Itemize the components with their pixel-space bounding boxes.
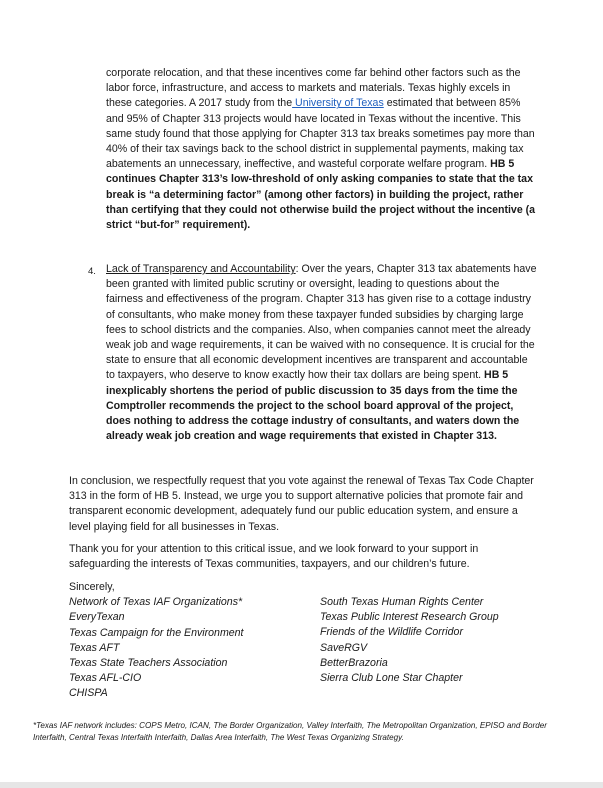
signatory: South Texas Human Rights Center [320, 596, 484, 608]
signatory: Texas State Teachers Association [69, 657, 228, 670]
paragraph-text: corporate relocation, and that these incentives come far behind other factors such as the labor force, infrastructure, and access to markets and materials. Texas highly excels in these categories. A 2017 study from the [106, 67, 521, 110]
signatory: Sierra Club Lone Star Chapter [320, 672, 463, 685]
paragraph-bold-statement: HB 5 continues Chapter 313’s low-threshold of only asking companies to state that the tax break is “a determining factor” (among other factors) in building the project, rather than certifying that they could not otherwise build the project without the incentive (a strict “but-for” requirement). [106, 158, 536, 232]
signatures-right [320, 595, 499, 686]
signatory: CHISPA [69, 687, 108, 700]
list-item-heading: Lack of Transparency and Accountability [106, 263, 296, 275]
signatory: EveryTexan [69, 611, 125, 624]
university-of-texas-link[interactable]: University of Texas [292, 97, 384, 110]
closing-line: Sincerely, [69, 581, 115, 593]
list-item-transparency [106, 262, 538, 444]
conclusion-paragraph: In conclusion, we respectfully request that you vote against the renewal of Texas Tax Code Chapter 313 in the form of HB 5. Instead, we urge you to support alternative policies that promote fair and transparent economic development, adequately fund our public education system, and ensure a level playing field for all businesses in Texas. [69, 475, 534, 533]
thanks-paragraph: Thank you for your attention to this critical issue, and we look forward to your support in safeguarding the interests of Texas communities, taxpayers, and our children’s future. [69, 543, 479, 571]
signatory: Texas Campaign for the Environment [69, 626, 244, 639]
list-item-text: : Over the years, Chapter 313 tax abatements have been granted with limited public scrutiny or oversight, leading to questions about the fairness and effectiveness of the program. Chapter 313 has given rise to a cottage industry of consultants, who make money from these taxpayer funded subsidies by charging large fees to school districts and the companies. Also, when companies cannot meet the already weak job and wage requirements, it can be waived with no consequence. It is crucial for the state to ensure that all economic development incentives are transparent and accountable to taxpayers, who deserve to know exactly how their tax dollars are being spent. [106, 263, 537, 382]
list-item-bold-statement: HB 5 inexplicably shortens the period of public discussion to 35 days from the time the Comptroller recommends the project to the school board approval of the project, does nothing to address the cottage industry of consultants, and waters down the already weak job creation and wage requirements that existed in Chapter 313. [106, 369, 520, 443]
signatory: Texas AFT [69, 641, 120, 654]
signatures-left [69, 580, 244, 702]
signatory: SaveRGV [320, 641, 368, 654]
signatory: Network of Texas IAF Organizations* [69, 596, 243, 609]
signatory: Texas AFL-CIO [69, 672, 142, 685]
list-number: 4. [88, 266, 96, 277]
signatory: BetterBrazoria [320, 656, 388, 669]
signatory: Texas Public Interest Research Group [320, 611, 499, 624]
signatory: Friends of the Wildlife Corridor [320, 626, 463, 639]
paragraph-text-2: estimated that between 85% and 95% of Chapter 313 projects would have located in Texas without the incentive. This same study found that those applying for Chapter 313 tax breaks sometimes pay more than 40% of their tax savings back to the school district in supplemental payments, making tax abatements an unnecessary, ineffective, and wasteful corporate welfare program. [106, 97, 535, 171]
paragraph-continuation [106, 66, 538, 233]
footnote: *Texas IAF network includes: COPS Metro, ICAN, The Border Organization, Valley Interfaith, The Metropolitan Organization, EPISO and Border Interfaith, Central Texas Interfaith Interfaith, Dallas Area Interfaith, The West Texas Organizing Strategy. [33, 721, 547, 743]
viewer-bottom-bar [0, 782, 603, 788]
